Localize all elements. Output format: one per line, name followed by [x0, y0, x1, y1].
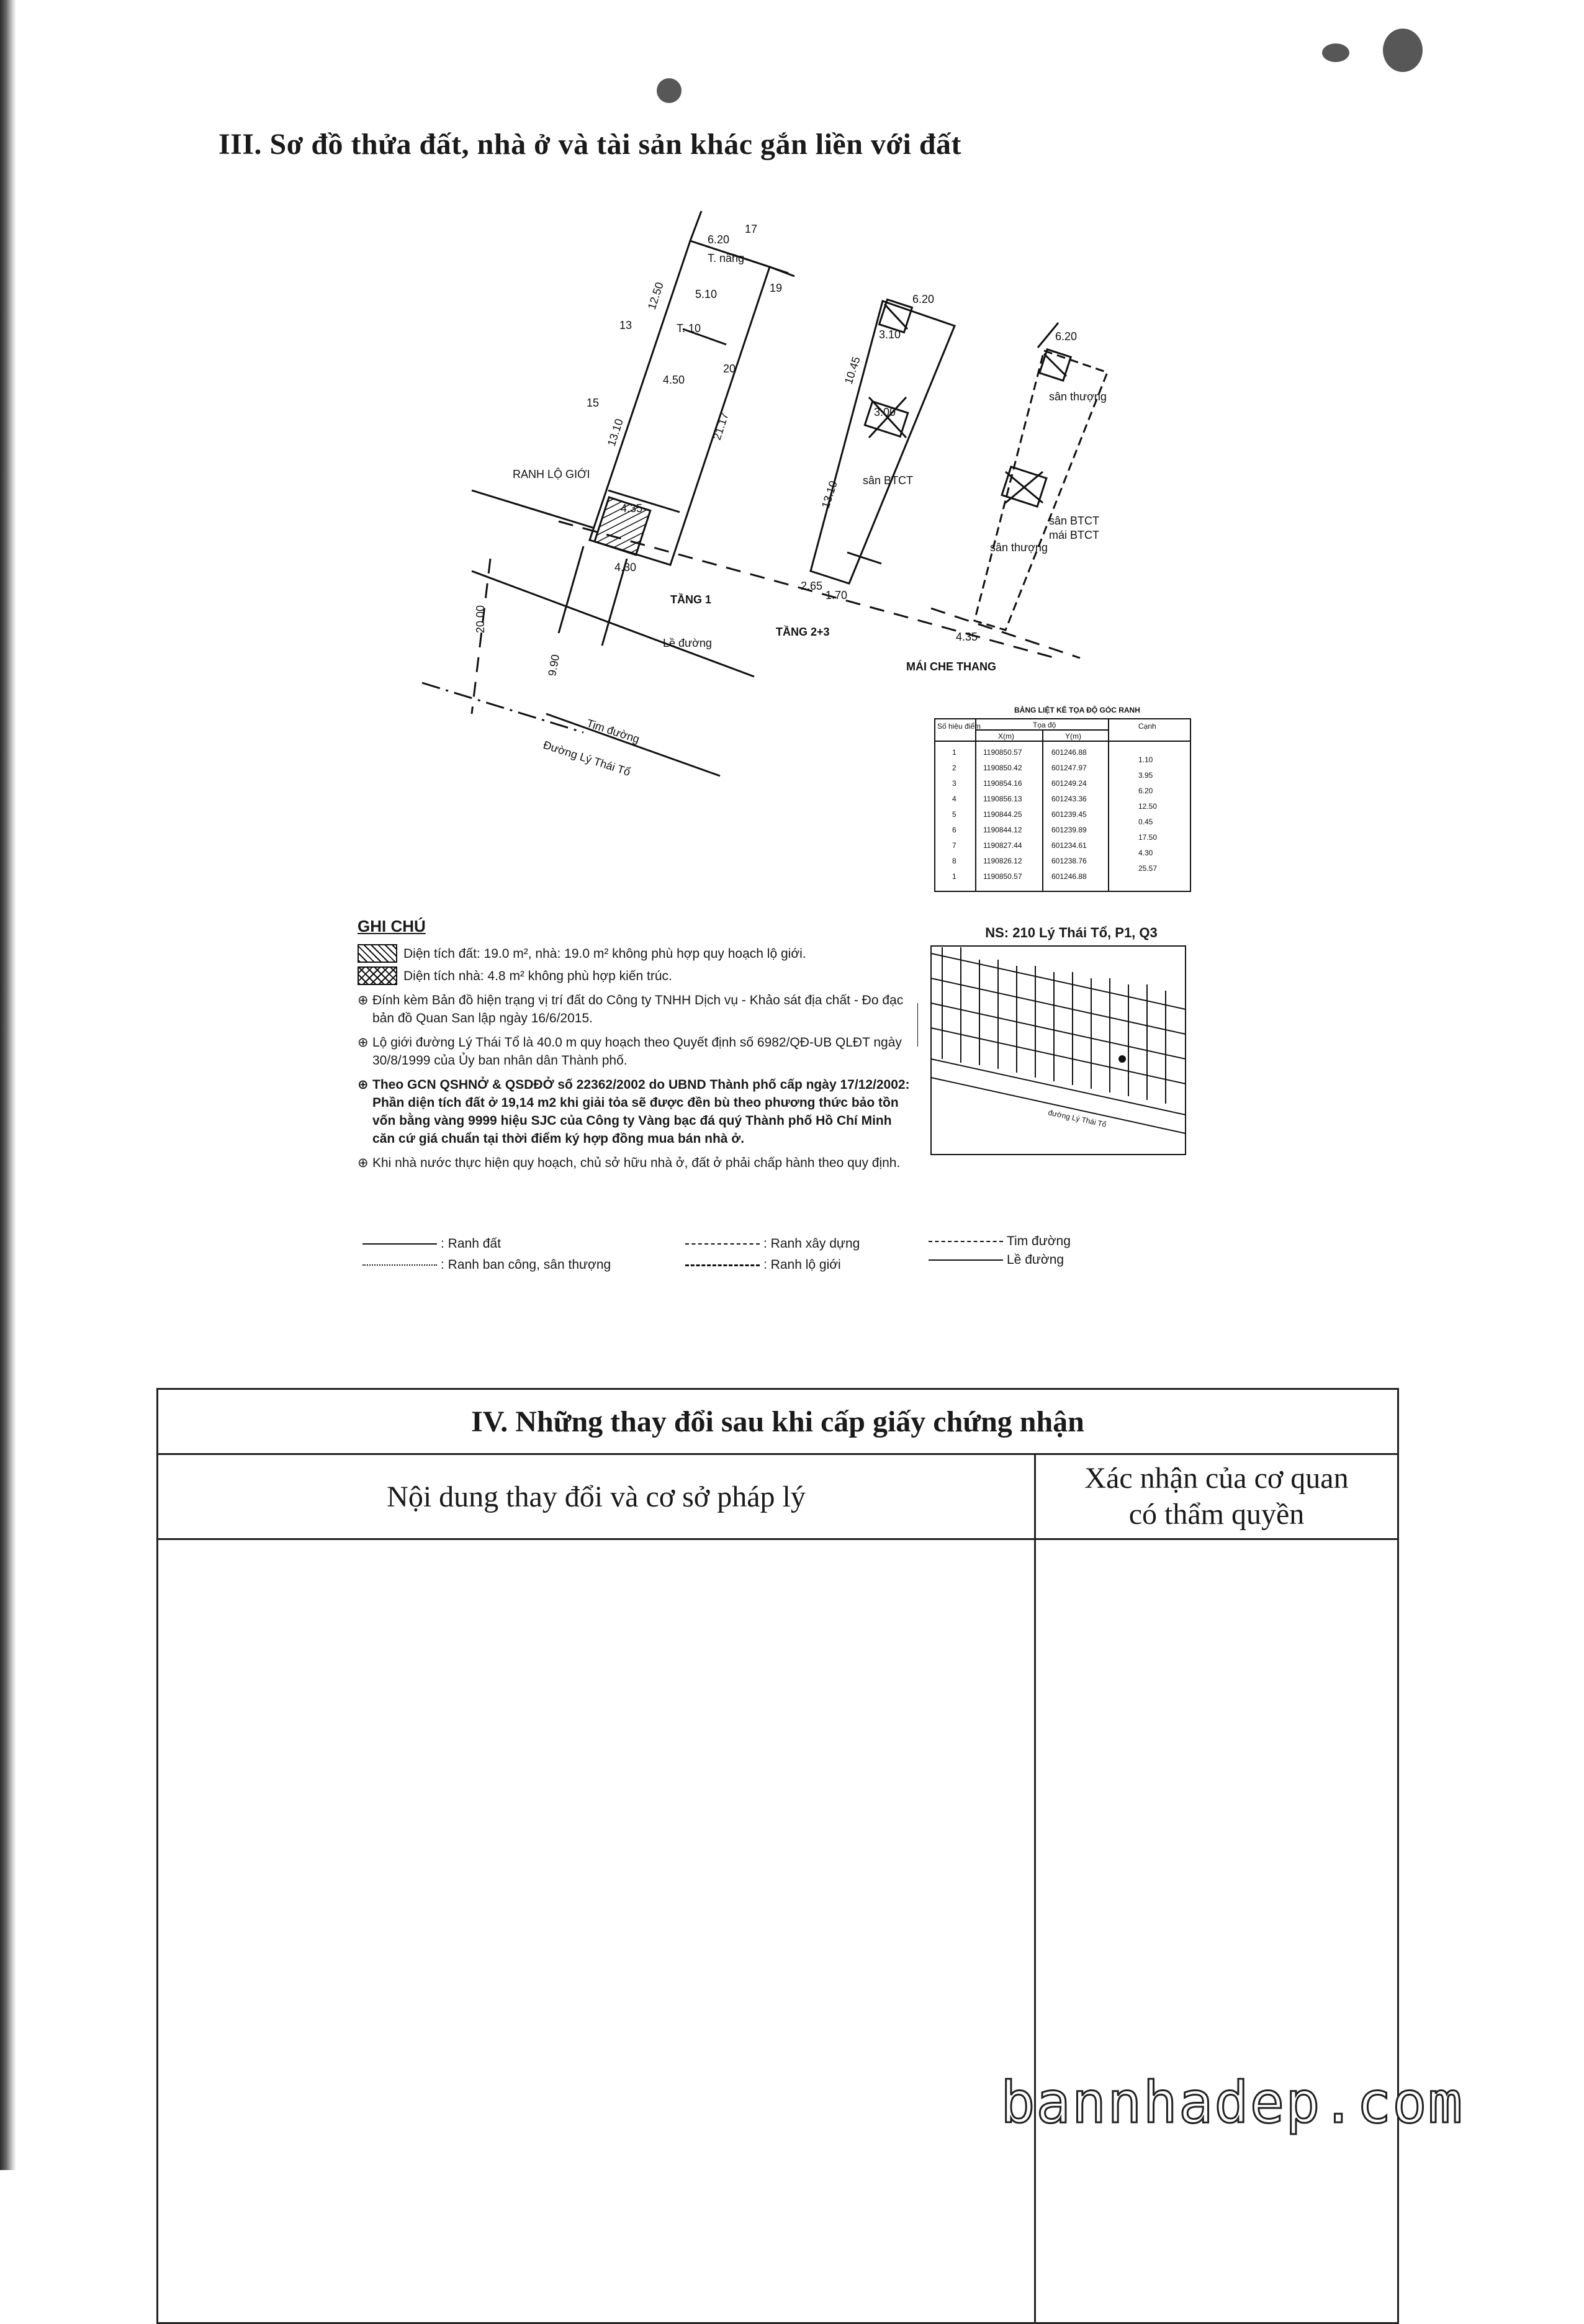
legend-ranh-ban-cong-text: : Ranh ban công, sân thượng — [441, 1258, 611, 1272]
dim-tang1-e: T. 10 — [677, 322, 701, 335]
coord-y-cell: 601246.88 — [1051, 748, 1087, 757]
dim-tang1-c: 5.10 — [695, 288, 718, 300]
solid-line-sample — [362, 1243, 437, 1245]
coord-point-cell: 3 — [952, 779, 956, 788]
ranh-lo-gioi-label: RANH LỘ GIỚI — [513, 468, 590, 480]
coord-point-cell: 2 — [952, 763, 956, 772]
centerline-sample — [929, 1241, 1003, 1242]
site-watermark: bannhadep.com — [1001, 2070, 1464, 2136]
coord-edge-cell: 17.50 — [1138, 833, 1158, 842]
coord-point-cell: 1 — [952, 748, 956, 757]
coord-x-cell: 1190844.12 — [983, 826, 1022, 834]
note-bullet-4 — [358, 1154, 1102, 1172]
dim-tang1-f: 4.50 — [663, 374, 685, 386]
coord-edge-cell: 4.30 — [1138, 849, 1153, 857]
coord-point-cell: 6 — [952, 826, 956, 834]
dim-maiche-a: 6.20 — [1055, 330, 1078, 343]
col-authority-confirmation — [1036, 1455, 1397, 1538]
coord-y-cell: 601246.88 — [1051, 872, 1087, 881]
col-authority-line2: có thẩm quyền — [1128, 1498, 1305, 1531]
street-label: Đường Lý Thái Tổ — [541, 738, 632, 779]
line-legend — [362, 1236, 1138, 1280]
legend-row-crosshatch — [358, 966, 916, 985]
note-text-1: Đính kèm Bản đồ hiện trạng vị trí đất do Công ty TNHH Dịch vụ - Khảo sát địa chất - Đo đạc bản đồ Quan San lập ngày 16/6/2015. — [372, 993, 904, 1025]
coord-point-cell: 8 — [952, 857, 956, 865]
parcel-19: 19 — [770, 282, 783, 294]
legend-row-hatch — [358, 944, 916, 963]
coord-y-cell: 601243.36 — [1051, 795, 1087, 803]
dash-line-sample — [685, 1264, 760, 1266]
coord-edge-cell: 25.57 — [1138, 864, 1158, 873]
coord-edge-cell: 12.50 — [1138, 802, 1158, 811]
notes-heading: GHI CHÚ — [358, 917, 426, 935]
ink-smudge — [657, 78, 682, 103]
section-4-table — [156, 1388, 1399, 2324]
coord-x-cell: 1190844.25 — [983, 810, 1022, 819]
ink-smudge — [1322, 43, 1349, 62]
dim-tang23-b: 3.10 — [879, 328, 901, 341]
coord-table-title: BẢNG LIỆT KÊ TỌA ĐỘ GÓC RANH — [1014, 706, 1140, 714]
dim-tang1-k: 20.00 — [474, 605, 487, 633]
legend-text-1: Diện tích đất: 19.0 m², nhà: 19.0 m² không phù hợp quy hoạch lộ giới. — [403, 946, 806, 961]
legend-ranh-dat-text: : Ranh đất — [441, 1236, 501, 1251]
dim-tang1-d: 12.50 — [645, 281, 666, 312]
dim-tang1-a: 6.20 — [708, 233, 730, 246]
legend-ranh-xay-dung-text: : Ranh xây dựng — [763, 1236, 860, 1251]
dim-tang23-f: sân BTCT — [863, 474, 914, 487]
tang1-label: TẦNG 1 — [670, 593, 712, 606]
coord-x-cell: 1190856.13 — [983, 795, 1022, 803]
dim-maiche-e: sân thượng — [990, 541, 1048, 554]
coord-y-cell: 601247.97 — [1051, 763, 1087, 772]
legend-tim-duong — [929, 1234, 1071, 1249]
dim-tang1-h: 21.17 — [710, 411, 731, 442]
change-content-cell — [158, 1540, 1036, 2322]
note-text-2: Lộ giới đường Lý Thái Tổ là 40.0 m quy hoạch theo Quyết định số 6982/QĐ-UB QLĐT ngày 30/8/1999 của Ủy ban nhân dân Thành phố. — [372, 1035, 902, 1068]
dim-tang1-b: T. nâng — [708, 252, 745, 264]
maiche-label: MÁI CHE THANG — [906, 660, 996, 673]
section-4-body — [158, 1540, 1397, 2322]
dim-tang23-a: 6.20 — [912, 293, 935, 305]
col-authority-line1: Xác nhận của cơ quan — [1084, 1462, 1349, 1495]
dotted-line-sample — [362, 1264, 437, 1266]
dim-tang23-d: 3.00 — [874, 406, 896, 418]
section-4-header — [158, 1455, 1397, 1540]
coord-x-cell: 1190850.57 — [983, 872, 1022, 881]
parcel-20: 20 — [723, 363, 736, 375]
note-bullet-2 — [358, 1034, 916, 1070]
note-text-4: Khi nhà nước thực hiện quy hoạch, chủ sở hữu nhà ở, đất ở phải chấp hành theo quy định. — [372, 1156, 901, 1170]
dim-tang1-l: 9.90 — [546, 653, 562, 677]
coord-y-cell: 601238.76 — [1051, 857, 1087, 865]
section-3-title: III. Sơ đồ thửa đất, nhà ở và tài sản khác gắn liền với đất — [218, 128, 961, 161]
bullet-icon: ⊕ — [358, 1156, 369, 1170]
coord-point-cell: 7 — [952, 841, 956, 850]
coord-edge-cell: 0.45 — [1138, 817, 1153, 826]
note-bullet-1 — [358, 991, 916, 1027]
tim-duong-label: Tim đường — [585, 716, 641, 746]
location-map — [917, 925, 1188, 1161]
location-map-title: NS: 210 Lý Thái Tổ, P1, Q3 — [985, 925, 1158, 940]
coord-point-cell: 4 — [952, 795, 956, 803]
legend-ranh-ban-cong — [362, 1258, 611, 1272]
dim-maiche-c: sân BTCT — [1049, 515, 1100, 527]
dim-maiche-d: mái BTCT — [1049, 529, 1099, 541]
coord-edge-cell: 6.20 — [1138, 786, 1153, 795]
coord-x-cell: 1190826.12 — [983, 857, 1022, 865]
coord-x-cell: 1190850.57 — [983, 748, 1022, 757]
col-edge: Cạnh — [1138, 722, 1156, 731]
coord-y-cell: 601239.89 — [1051, 826, 1087, 834]
section-4-title: IV. Những thay đổi sau khi cấp giấy chứng nhận — [158, 1390, 1397, 1455]
coord-x-cell: 1190827.44 — [983, 841, 1022, 850]
le-duong-label: Lề đường — [663, 637, 712, 649]
curb-line-sample — [929, 1259, 1003, 1261]
coord-point-cell: 1 — [952, 872, 956, 881]
hatch-swatch — [358, 944, 397, 963]
col-y: Y(m) — [1065, 732, 1081, 741]
authority-confirmation-cell — [1036, 1540, 1397, 2322]
location-street: đường Lý Thái Tổ — [1047, 1108, 1107, 1129]
tang23-label: TẦNG 2+3 — [776, 626, 830, 638]
dim-tang23-g: 2.65 — [801, 580, 823, 592]
legend-ranh-dat — [362, 1236, 501, 1251]
coord-edge-cell: 1.10 — [1138, 755, 1153, 764]
crosshatch-swatch — [358, 966, 397, 985]
parcel-15: 15 — [587, 397, 600, 409]
coord-y-cell: 601239.45 — [1051, 810, 1087, 819]
dim-maiche-b: sân thượng — [1049, 390, 1107, 403]
legend-ranh-lo-gioi-text: : Ranh lộ giới — [763, 1258, 841, 1272]
dim-tang23-c: 10.45 — [842, 355, 863, 386]
coord-x-cell: 1190854.16 — [983, 779, 1022, 788]
legend-tim-duong-text: Tim đường — [1007, 1234, 1071, 1248]
parcel-17: 17 — [745, 223, 758, 235]
col-point: Số hiệu điểm — [937, 722, 981, 731]
coord-y-cell: 601249.24 — [1051, 779, 1087, 788]
legend-le-duong-text: Lề đường — [1007, 1253, 1064, 1267]
bullet-icon: ⊕ — [358, 993, 369, 1007]
dim-tang23-e: 13.10 — [819, 479, 840, 510]
legend-ranh-lo-gioi — [685, 1258, 841, 1272]
coord-x-cell: 1190850.42 — [983, 763, 1022, 772]
legend-ranh-xay-dung — [685, 1236, 860, 1251]
bullet-icon: ⊕ — [358, 1035, 369, 1050]
ink-smudge — [1383, 29, 1423, 72]
note-text-3: Theo GCN QSHNỞ & QSDĐỞ số 22362/2002 do UBND Thành phố cấp ngày 17/12/2002: Phần diện tích đất ở 19,14 m2 khi giải tỏa sẽ được đền bù theo phương thức bảo tồn vốn bằng vàng 9999 hiệu SJC của Công ty Vàng bạc đá quý Thành phố Hồ Chí Minh căn cứ giá chuẩn tại thời điểm ký hợp đồng mua bán nhà ở. — [372, 1078, 910, 1146]
col-coord: Tọa độ — [1033, 721, 1056, 729]
parcel-13: 13 — [619, 319, 632, 331]
dim-tang1-j: 4.30 — [614, 561, 637, 574]
coord-point-cell: 5 — [952, 810, 956, 819]
col-change-content: Nội dung thay đổi và cơ sở pháp lý — [158, 1455, 1036, 1538]
dashdot-line-sample — [685, 1243, 760, 1245]
location-map-drawing — [917, 941, 1188, 1158]
col-x: X(m) — [998, 732, 1014, 741]
note-bullet-3 — [358, 1076, 916, 1148]
coordinate-table — [934, 703, 1194, 895]
bullet-icon: ⊕ — [358, 1078, 369, 1092]
plot-tang23-outline — [811, 301, 955, 583]
dim-maiche-f: 4.35 — [956, 631, 978, 643]
dim-tang23-h: 1.70 — [826, 589, 848, 601]
coord-edge-cell: 3.95 — [1138, 771, 1153, 780]
legend-text-2: Diện tích nhà: 4.8 m² không phù hợp kiến trúc. — [403, 968, 672, 983]
dim-tang1-g: 13.10 — [605, 417, 626, 448]
dim-tang1-i: 4.35 — [621, 502, 643, 515]
notes-section — [358, 917, 916, 1172]
coord-y-cell: 601234.61 — [1051, 841, 1087, 850]
legend-le-duong — [929, 1253, 1064, 1268]
